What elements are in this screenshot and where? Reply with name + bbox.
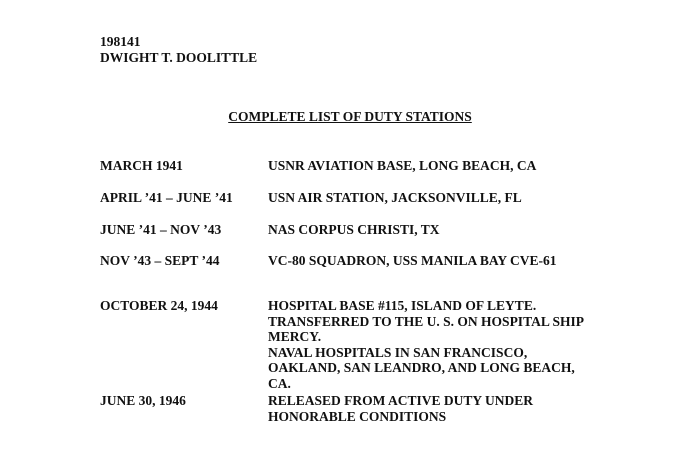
station-line: MERCY. [268,329,322,344]
station-line: VC-80 SQUADRON, USS MANILA BAY CVE-61 [268,253,557,268]
entry-station [268,190,608,206]
entry-date: OCTOBER 24, 1944 [100,298,218,313]
station-line: USNR AVIATION BASE, LONG BEACH, CA [268,158,537,173]
entry-date: JUNE ’41 – NOV ’43 [100,222,222,237]
station-line: HOSPITAL BASE #115, ISLAND OF LEYTE. [268,298,537,313]
entry-station [268,158,608,174]
entry-date: APRIL ’41 – JUNE ’41 [100,190,233,205]
entry-date: MARCH 1941 [100,158,183,173]
station-line: TRANSFERRED TO THE U. S. ON HOSPITAL SHIP [268,313,584,329]
station-line: CA. [268,375,291,391]
entry-station [268,222,608,238]
station-line: NAS CORPUS CHRISTI, TX [268,222,440,237]
station-line: USN AIR STATION, JACKSONVILLE, FL [268,190,522,205]
station-line: OAKLAND, SAN LEANDRO, AND LONG BEACH, [268,360,575,375]
entry-station [268,298,608,391]
entry-date: JUNE 30, 1946 [100,393,186,408]
service-number: 198141 [100,34,141,49]
entry-station [268,253,608,269]
document-header [100,34,257,65]
station-line: NAVAL HOSPITALS IN SAN FRANCISCO, [268,344,528,360]
person-name: DWIGHT T. DOOLITTLE [100,49,258,65]
station-line: HONORABLE CONDITIONS [268,408,447,424]
entry-date: NOV ’43 – SEPT ’44 [100,253,220,268]
station-line: RELEASED FROM ACTIVE DUTY UNDER [268,393,534,408]
entry-station [268,393,608,424]
document-title: COMPLETE LIST OF DUTY STATIONS [228,109,472,124]
